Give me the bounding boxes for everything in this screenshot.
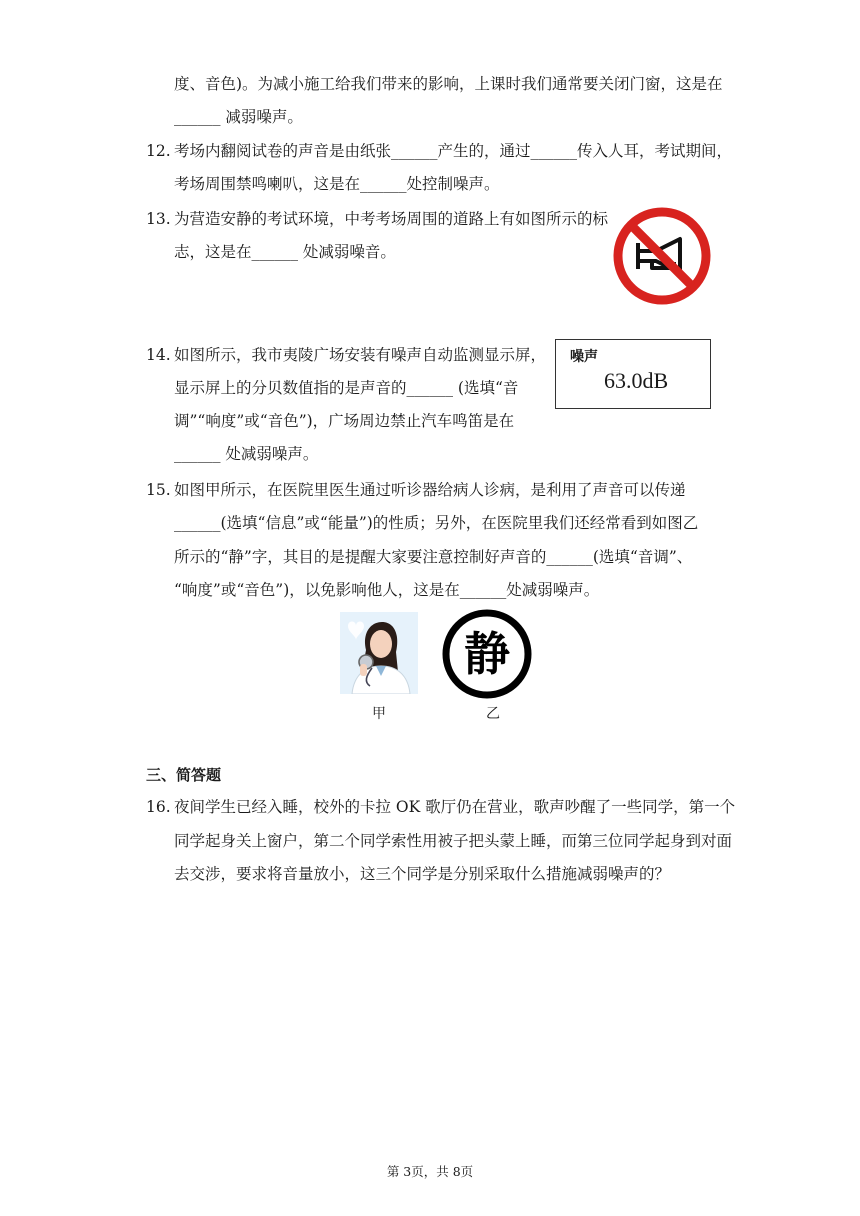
q16-line-1: 夜间学生已经入睡，校外的卡拉 OK 歌厅仍在营业，歌声吵醒了一些同学，第一个 <box>174 798 736 816</box>
q14-number: 14. <box>146 346 171 364</box>
noise-display-value: 63.0dB <box>604 368 669 393</box>
q16-line-2: 同学起身关上窗户，第二个同学索性用被子把头蒙上睡，而第三位同学起身到对面 <box>174 832 733 850</box>
q15-line-3: 所示的“静”字，其目的是提醒大家要注意控制好声音的______(选填“音调”、 <box>174 548 693 566</box>
q11-line-1: 度、音色)。为减小施工给我们带来的影响，上课时我们通常要关闭门窗，这是在 <box>174 75 723 93</box>
q14-line-1: 如图所示，我市夷陵广场安装有噪声自动监测显示屏， <box>174 346 547 364</box>
q13-number: 13. <box>146 210 171 228</box>
figure-caption-a: 甲 <box>372 706 386 722</box>
q15-line-1: 如图甲所示，在医院里医生通过听诊器给病人诊病，是利用了声音可以传递 <box>174 481 686 499</box>
q13-line-2: 志，这是在______ 处减弱噪音。 <box>174 243 396 261</box>
section-title: 三、简答题 <box>146 766 222 784</box>
q15-number: 15. <box>146 481 171 499</box>
q16-line-3: 去交涉，要求将音量放小，这三个同学是分别采取什么措施减弱噪声的？ <box>174 865 671 883</box>
q12-line-1: 考场内翻阅试卷的声音是由纸张______产生的，通过______传入人耳，考试期间， <box>174 142 733 160</box>
no-horn-sign-icon <box>612 206 712 306</box>
noise-display-label: 噪声 <box>570 349 598 365</box>
q13-line-1: 为营造安静的考试环境，中考考场周围的道路上有如图所示的标 <box>174 210 609 228</box>
q16-number: 16. <box>146 798 171 816</box>
q14-line-3: 调”“响度”或“音色”)，广场周边禁止汽车鸣笛是在 <box>174 412 515 430</box>
q14-line-4: ______ 处减弱噪声。 <box>174 445 319 463</box>
quiet-sign-icon <box>441 608 533 700</box>
q15-line-4: “响度”或“音色”)，以免影响他人，这是在______处减弱噪声。 <box>174 581 600 599</box>
noise-monitor-display <box>555 339 711 409</box>
doctor-stethoscope-image <box>340 612 418 694</box>
figure-caption-b: 乙 <box>486 706 500 722</box>
q11-line-2: ______ 减弱噪声。 <box>174 108 303 126</box>
quiet-sign-char: 静 <box>464 627 510 681</box>
q14-line-2: 显示屏上的分贝数值指的是声音的______ (选填“音 <box>174 379 519 397</box>
q12-number: 12. <box>146 142 171 160</box>
q12-line-2: 考场周围禁鸣喇叭，这是在______处控制噪声。 <box>174 175 500 193</box>
q15-line-2: ______(选填“信息”或“能量”)的性质；另外，在医院里我们还经常看到如图乙 <box>174 514 699 532</box>
page-footer: 第 3页，共 8页 <box>386 1164 474 1179</box>
